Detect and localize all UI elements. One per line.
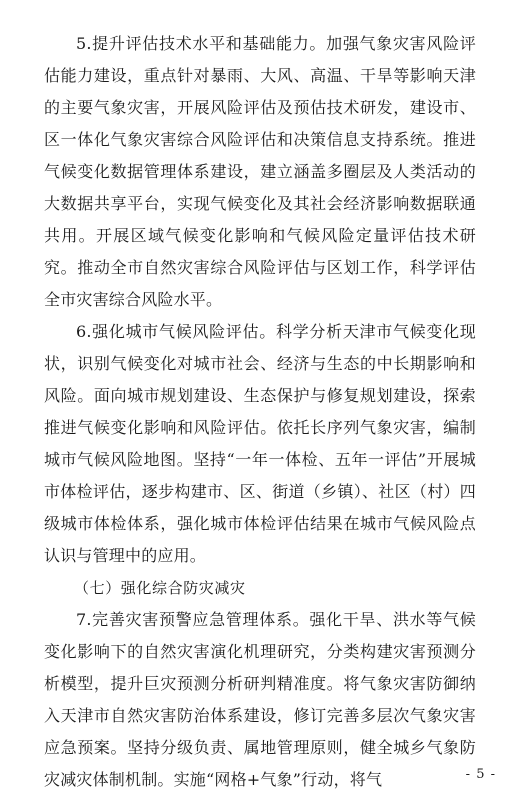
- document-body: [44, 28, 476, 796]
- paragraph-item-5: 5.提升评估技术水平和基础能力。加强气象灾害风险评估能力建设，重点针对暴雨、大风、高温、干旱等影响天津的主要气象灾害，开展风险评估及预估技术研发，建设市、区一体化气象灾害综合风险评估和决策信息支持系统。推进气候变化数据管理体系建设，建立涵盖多圈层及人类活动的大数据共享平台，实现气候变化及其社会经济影响数据联通共用。开展区域气候变化影响和气候风险定量评估技术研究。推动全市自然灾害综合风险评估与区划工作，科学评估全市灾害综合风险水平。: [44, 34, 476, 309]
- paragraph-item-7: 7.完善灾害预警应急管理体系。强化干旱、洪水等气候变化影响下的自然灾害演化机理研究，分类构建灾害预测分析模型，提升巨灾预测分析研判精准度。将气象灾害防御纳入天津市自然灾害防治体系建设，修订完善多层次气象灾害应急预案。坚持分级负责、属地管理原则，健全城乡气象防灾减灾体制机制。实施“网格+气象”行动，将气: [44, 610, 476, 789]
- page-number: - 5 -: [465, 767, 496, 782]
- section-heading-7: （七）强化综合防灾减灾: [74, 579, 246, 597]
- paragraph-item-6: 6.强化城市气候风险评估。科学分析天津市气候变化现状，识别气候变化对城市社会、经济与生态的中长期影响和风险。面向城市规划建设、生态保护与修复规划建设，探索推进气候变化影响和风险评估。依托长序列气象灾害，编制城市气候风险地图。坚持“一年一体检、五年一评估”开展城市体检评估，逐步构建市、区、街道（乡镇）、社区（村）四级城市体检体系，强化城市体检评估结果在城市气候风险点认识与管理中的应用。: [44, 322, 476, 565]
